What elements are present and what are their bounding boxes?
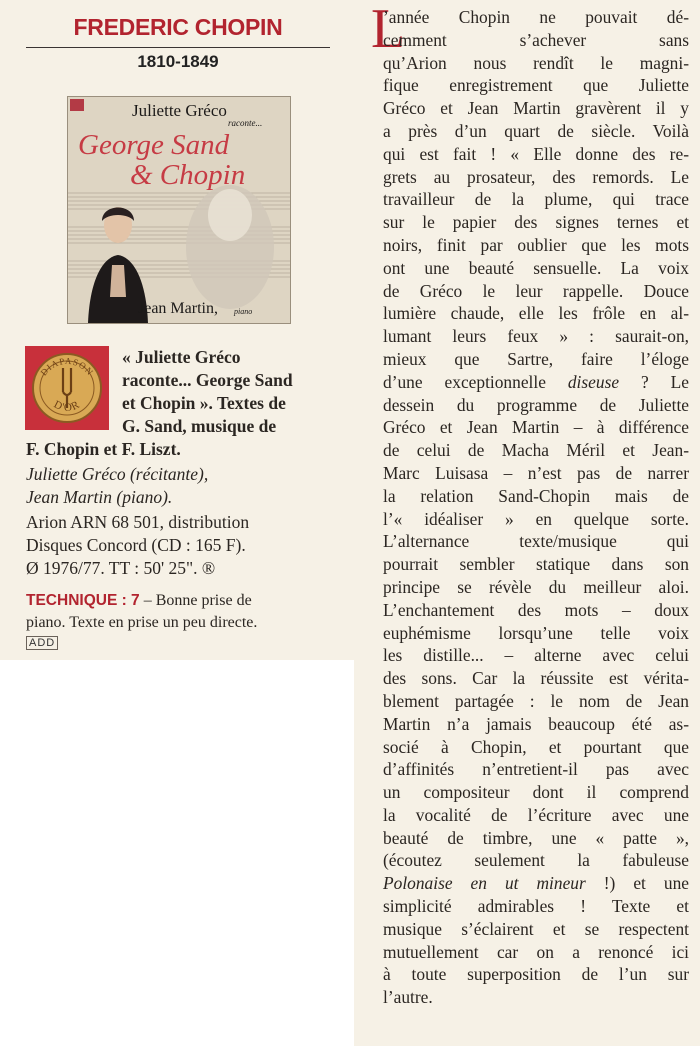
technique-text: – Bonne prise de bbox=[139, 592, 252, 609]
article-line: d’une exceptionnelle diseuse ? Le bbox=[383, 371, 689, 392]
article-line: musique s’éclairent et se respectent bbox=[383, 918, 689, 939]
article-line: ont une beauté sensuelle. La voix bbox=[383, 257, 689, 278]
technique-rating bbox=[26, 590, 257, 634]
article-line: un compositeur dont il comprend bbox=[383, 782, 689, 803]
article-line: beauté de timbre, une « patte », bbox=[383, 827, 689, 848]
article-line: pourrait sembler statique dans son bbox=[383, 554, 689, 575]
heading-rule bbox=[26, 47, 330, 48]
technique-label: TECHNIQUE : 7 bbox=[26, 592, 140, 609]
article-line: Polonaise en ut mineur !) et une bbox=[383, 873, 689, 894]
article-line: l’autre. bbox=[383, 987, 433, 1008]
article-line: L’alternance texte/musique qui bbox=[383, 531, 689, 552]
article-line: la relation Sand-Chopin mais de bbox=[383, 485, 689, 506]
article-line: Marc Luisasa – n’est pas de narrer bbox=[383, 462, 689, 483]
diapason-dor-badge bbox=[25, 346, 109, 430]
article-line: a près d’un quart de siècle. Voilà bbox=[383, 120, 689, 141]
article-line: des sons. Car la réussite est vérita- bbox=[383, 668, 689, 689]
article-line: dessein du programme de Juliette bbox=[383, 394, 689, 415]
cover-performer: Juliette Gréco bbox=[132, 101, 227, 120]
info-line: et Chopin ». Textes de bbox=[122, 393, 286, 413]
article-line: Martin n’a jamais beaucoup été as- bbox=[383, 713, 689, 734]
article-line: travailleur de la plume, qui trace bbox=[383, 189, 689, 210]
article-line: l’« idéaliser » en quelque sorte. bbox=[383, 508, 689, 529]
award-label-top: DIAPASON bbox=[38, 355, 96, 378]
cover-title-line1: George Sand bbox=[78, 129, 230, 161]
technique-text-2: piano. Texte en prise un peu directe. bbox=[26, 614, 258, 631]
article-line: noirs, finit par oublier que les mots bbox=[383, 234, 689, 255]
article-line: la vocalité de l’écriture avec une bbox=[383, 804, 689, 825]
article-line: lumière chaude, elle les frôle en al- bbox=[383, 303, 689, 324]
add-badge: ADD bbox=[26, 636, 58, 650]
composer-dates: 1810-1849 bbox=[137, 52, 219, 71]
article-line: mieux que Sartre, faire l’éloge bbox=[383, 348, 689, 369]
article-line: blement partagée : le nom de Jean bbox=[383, 690, 689, 711]
article-line: cemment s’achever sans bbox=[383, 29, 689, 50]
article-line: ’année Chopin ne pouvait dé- bbox=[383, 7, 689, 27]
article-line: de celui de Macha Méril et Jean- bbox=[383, 440, 689, 461]
article-line: qui est fait ! « Elle donne des re- bbox=[383, 143, 689, 164]
article-line: (écoutez seulement la fabuleuse bbox=[383, 850, 689, 871]
article-line: Gréco et Jean Martin – à différence bbox=[383, 417, 689, 438]
cover-title-line2: & Chopin bbox=[130, 159, 246, 191]
article-line: principe se révèle du meilleur aloi. bbox=[383, 576, 689, 597]
info-line: raconte... George Sand bbox=[122, 370, 293, 390]
article-line: euphémisme lorsqu’une telle voix bbox=[383, 622, 689, 643]
cover-raconte: raconte... bbox=[228, 118, 263, 128]
article-line: sur le papier des signes ternes et bbox=[383, 212, 689, 233]
article-line: grets au prosateur, des remords. Le bbox=[383, 166, 689, 187]
article-line: simplicité admirables ! Texte et bbox=[383, 896, 689, 917]
article-line: lumant leurs feux » : saurait-on, bbox=[383, 326, 689, 347]
performer-line: Jean Martin (piano). bbox=[26, 487, 173, 507]
article-line: fique enregistrement que Juliette bbox=[383, 75, 689, 96]
article-line: les distille... – alterne avec celui bbox=[383, 645, 689, 666]
detail-line: Arion ARN 68 501, distribution bbox=[26, 512, 250, 532]
article-line: mutuellement car on a renoncé ici bbox=[383, 941, 689, 962]
article-line: à toute superposition de l’un sur bbox=[383, 964, 689, 985]
article-line: d’affinités n’entretient-il pas avec bbox=[383, 759, 689, 780]
diapason-seal-icon bbox=[25, 346, 109, 430]
drop-cap: L bbox=[371, 0, 406, 60]
album-cover bbox=[67, 96, 291, 324]
article-line: Gréco et Jean Martin gravèrent il y bbox=[383, 98, 689, 119]
performer-line: Juliette Gréco (récitante), bbox=[26, 464, 209, 484]
composer-heading: FREDERIC CHOPIN bbox=[73, 14, 283, 40]
info-line: F. Chopin et F. Liszt. bbox=[26, 439, 181, 459]
info-line: « Juliette Gréco bbox=[122, 347, 241, 367]
detail-line: Disques Concord (CD : 165 F). bbox=[26, 535, 246, 555]
cover-piano: piano bbox=[234, 307, 253, 316]
article-line: de Gréco le leur rappelle. Douce bbox=[383, 280, 689, 301]
article-line: qu’Arion nous rendît le magni- bbox=[383, 52, 689, 73]
award-label-bottom: D'OR bbox=[51, 398, 83, 415]
info-line: G. Sand, musique de bbox=[122, 416, 277, 436]
cover-pianist: Jean Martin, bbox=[138, 300, 218, 317]
detail-line: Ø 1976/77. TT : 50' 25". ® bbox=[26, 558, 216, 578]
article-line: L’enchantement des mots – doux bbox=[383, 599, 689, 620]
article-body bbox=[383, 6, 689, 1009]
article-line: socié à Chopin, et pourtant que bbox=[383, 736, 689, 757]
